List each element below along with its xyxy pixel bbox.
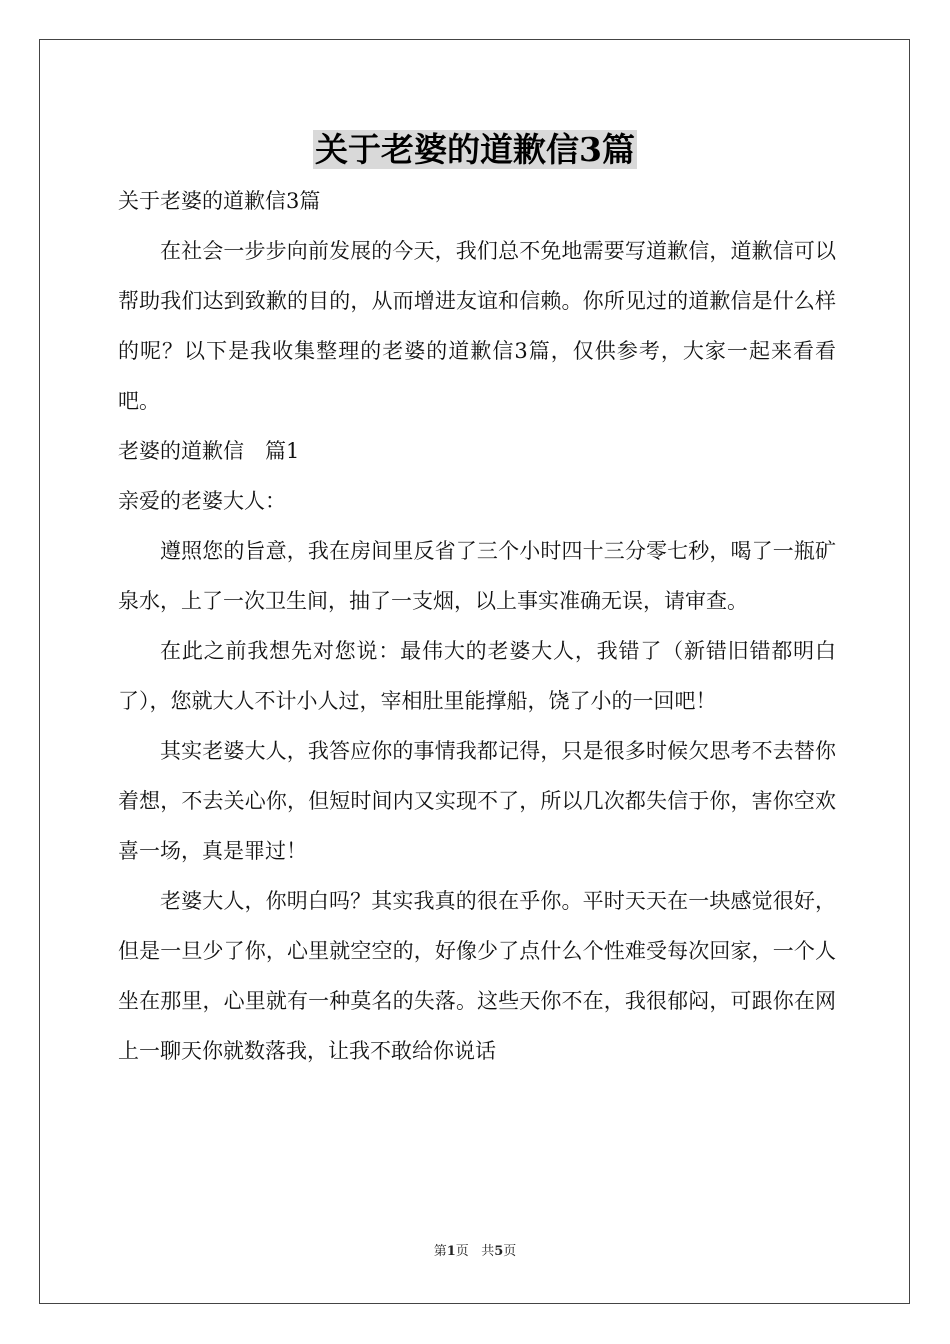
body-paragraph: 在此之前我想先对您说：最伟大的老婆大人，我错了（新错旧错都明白了），您就大人不计小人过，宰相肚里能撑船，饶了小的一回吧！ bbox=[118, 639, 836, 713]
page-suffix: 页 bbox=[455, 1244, 469, 1259]
salutation: 亲爱的老婆大人： bbox=[118, 489, 286, 513]
total-prefix: 共 bbox=[481, 1244, 495, 1259]
document-title: 关于老婆的道歉信3篇 bbox=[315, 130, 635, 169]
body-paragraph: 老婆大人，你明白吗？其实我真的很在乎你。平时天天在一块感觉很好，但是一旦少了你，心里就空空的，好像少了点什么个性难受每次回家，一个人坐在那里，心里就有一种莫名的失落。这些天你不在，我很郁闷，可跟你在网上一聊天你就数落我，让我不敢给你说话 bbox=[118, 889, 836, 1063]
document-subtitle: 关于老婆的道歉信3篇 bbox=[118, 189, 321, 213]
document-body bbox=[118, 176, 836, 1076]
total-pages: 5 bbox=[494, 1244, 504, 1259]
body-paragraph: 其实老婆大人，我答应你的事情我都记得，只是很多时候欠思考不去替你着想，不去关心你，但短时间内又实现不了，所以几次都失信于你，害你空欢喜一场，真是罪过！ bbox=[118, 739, 836, 863]
intro-paragraph: 在社会一步步向前发展的今天，我们总不免地需要写道歉信，道歉信可以帮助我们达到致歉的目的，从而增进友谊和信赖。你所见过的道歉信是什么样的呢？以下是我收集整理的老婆的道歉信3篇，仅供参考，大家一起来看看吧。 bbox=[118, 239, 836, 413]
page-footer bbox=[0, 1240, 950, 1259]
current-page: 1 bbox=[446, 1244, 456, 1259]
body-paragraph: 遵照您的旨意，我在房间里反省了三个小时四十三分零七秒，喝了一瓶矿泉水，上了一次卫生间，抽了一支烟，以上事实准确无误，请审查。 bbox=[118, 539, 836, 613]
page-prefix: 第 bbox=[433, 1244, 447, 1259]
section-heading: 老婆的道歉信 篇1 bbox=[118, 439, 300, 463]
total-suffix: 页 bbox=[503, 1244, 517, 1259]
